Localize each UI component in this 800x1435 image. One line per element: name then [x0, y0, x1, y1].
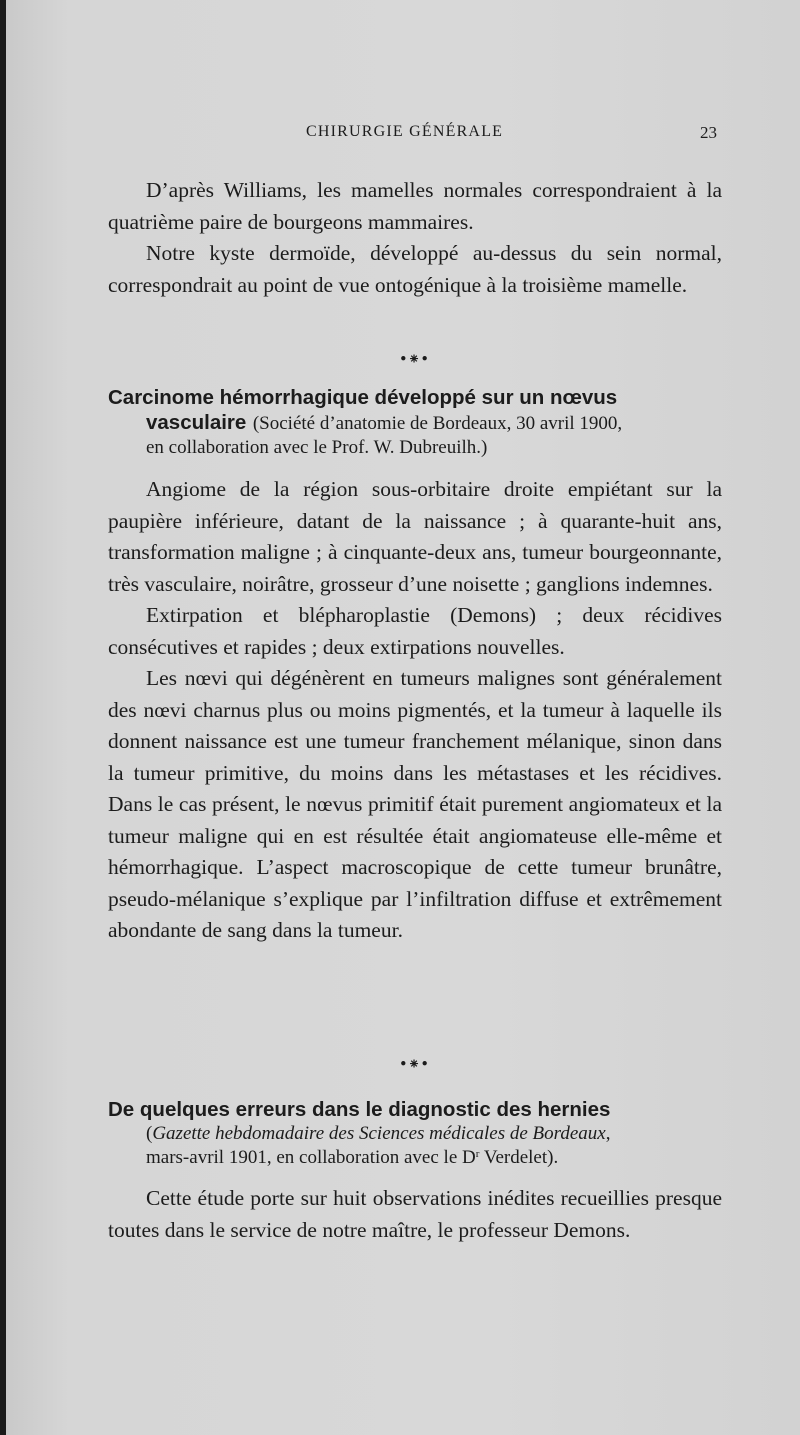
paragraph: Extirpation et blépharoplastie (Demons) ; deux récidives consécutives et rapides ; deux extirpations nouvelles.	[108, 603, 722, 659]
paragraph: Les nœvi qui dégénèrent en tumeurs malignes sont généralement des nœvi charnus plus ou moins pigmentés, et la tumeur à laquelle ils donnent naissance est une tumeur franchement mélanique, sinon dans la tumeur primitive, du moins dans les métastases et les récidives. Dans le cas présent, le nœvus primitif était purement angiomateux et la tumeur maligne qui en est résultée était angiomateuse elle-même et hémorrhagique. L’aspect macroscopique de cette tumeur brunâtre, pseudo-mélanique s’explique par l’infiltration diffuse et extrêmement abondante de sang dans la tumeur.	[108, 666, 722, 942]
entry-heading-hernies	[108, 1097, 728, 1170]
source-text: mars-avril 1901, en collaboration avec le D	[146, 1147, 476, 1168]
section-separator: •⁕•	[398, 1055, 430, 1073]
heading-line	[108, 1097, 728, 1122]
entry-title: De quelques erreurs dans le diagnostic des hernies	[108, 1098, 611, 1121]
entry-source: (Société d’anatomie de Bordeaux, 30 avril 1900,	[252, 413, 623, 434]
hernies-text	[108, 1183, 722, 1246]
source-paren: (	[146, 1123, 153, 1144]
paragraph: Notre kyste dermoïde, développé au-dessus du sein normal, correspondrait au point de vue ontogénique à la troisième mamelle.	[108, 241, 722, 297]
entry-source	[108, 1146, 728, 1170]
paragraph: Cette étude porte sur huit observations inédites recueillies presque toutes dans le service de notre maître, le professeur Demons.	[108, 1186, 722, 1242]
heading-line	[108, 410, 728, 436]
entry-heading-carcinome	[108, 385, 728, 460]
journal-title: Gazette hebdomadaire des Sciences médicales de Bordeaux	[152, 1123, 606, 1144]
page-number: 23	[700, 123, 717, 142]
heading-line	[108, 385, 728, 410]
running-title: CHIRURGIE GÉNÉRALE	[306, 123, 504, 140]
running-head	[6, 123, 800, 149]
entry-title: vasculaire	[146, 411, 247, 434]
intro-text	[108, 175, 722, 301]
section-separator: •⁕•	[398, 350, 430, 368]
entry-source	[108, 1122, 728, 1146]
paragraph: D’après Williams, les mamelles normales correspondraient à la quatrième paire de bourgeons mammaires.	[108, 178, 722, 234]
paragraph: Angiome de la région sous-orbitaire droite empiétant sur la paupière inférieure, datant de la naissance ; à quarante-huit ans, transformation maligne ; à cinquante-deux ans, tumeur bourgeonnante, très vasculaire, noirâtre, grosseur d’une noisette ; ganglions indemnes.	[108, 477, 722, 596]
book-page	[6, 0, 800, 1435]
carcinome-text	[108, 474, 722, 947]
source-comma: ,	[605, 1123, 611, 1144]
entry-source: en collaboration avec le Prof. W. Dubreuilh.)	[146, 437, 488, 458]
entry-title: Carcinome hémorrhagique développé sur un nœvus	[108, 386, 618, 409]
source-superscript: r	[475, 1148, 480, 1160]
source-text: Verdelet).	[479, 1147, 559, 1168]
